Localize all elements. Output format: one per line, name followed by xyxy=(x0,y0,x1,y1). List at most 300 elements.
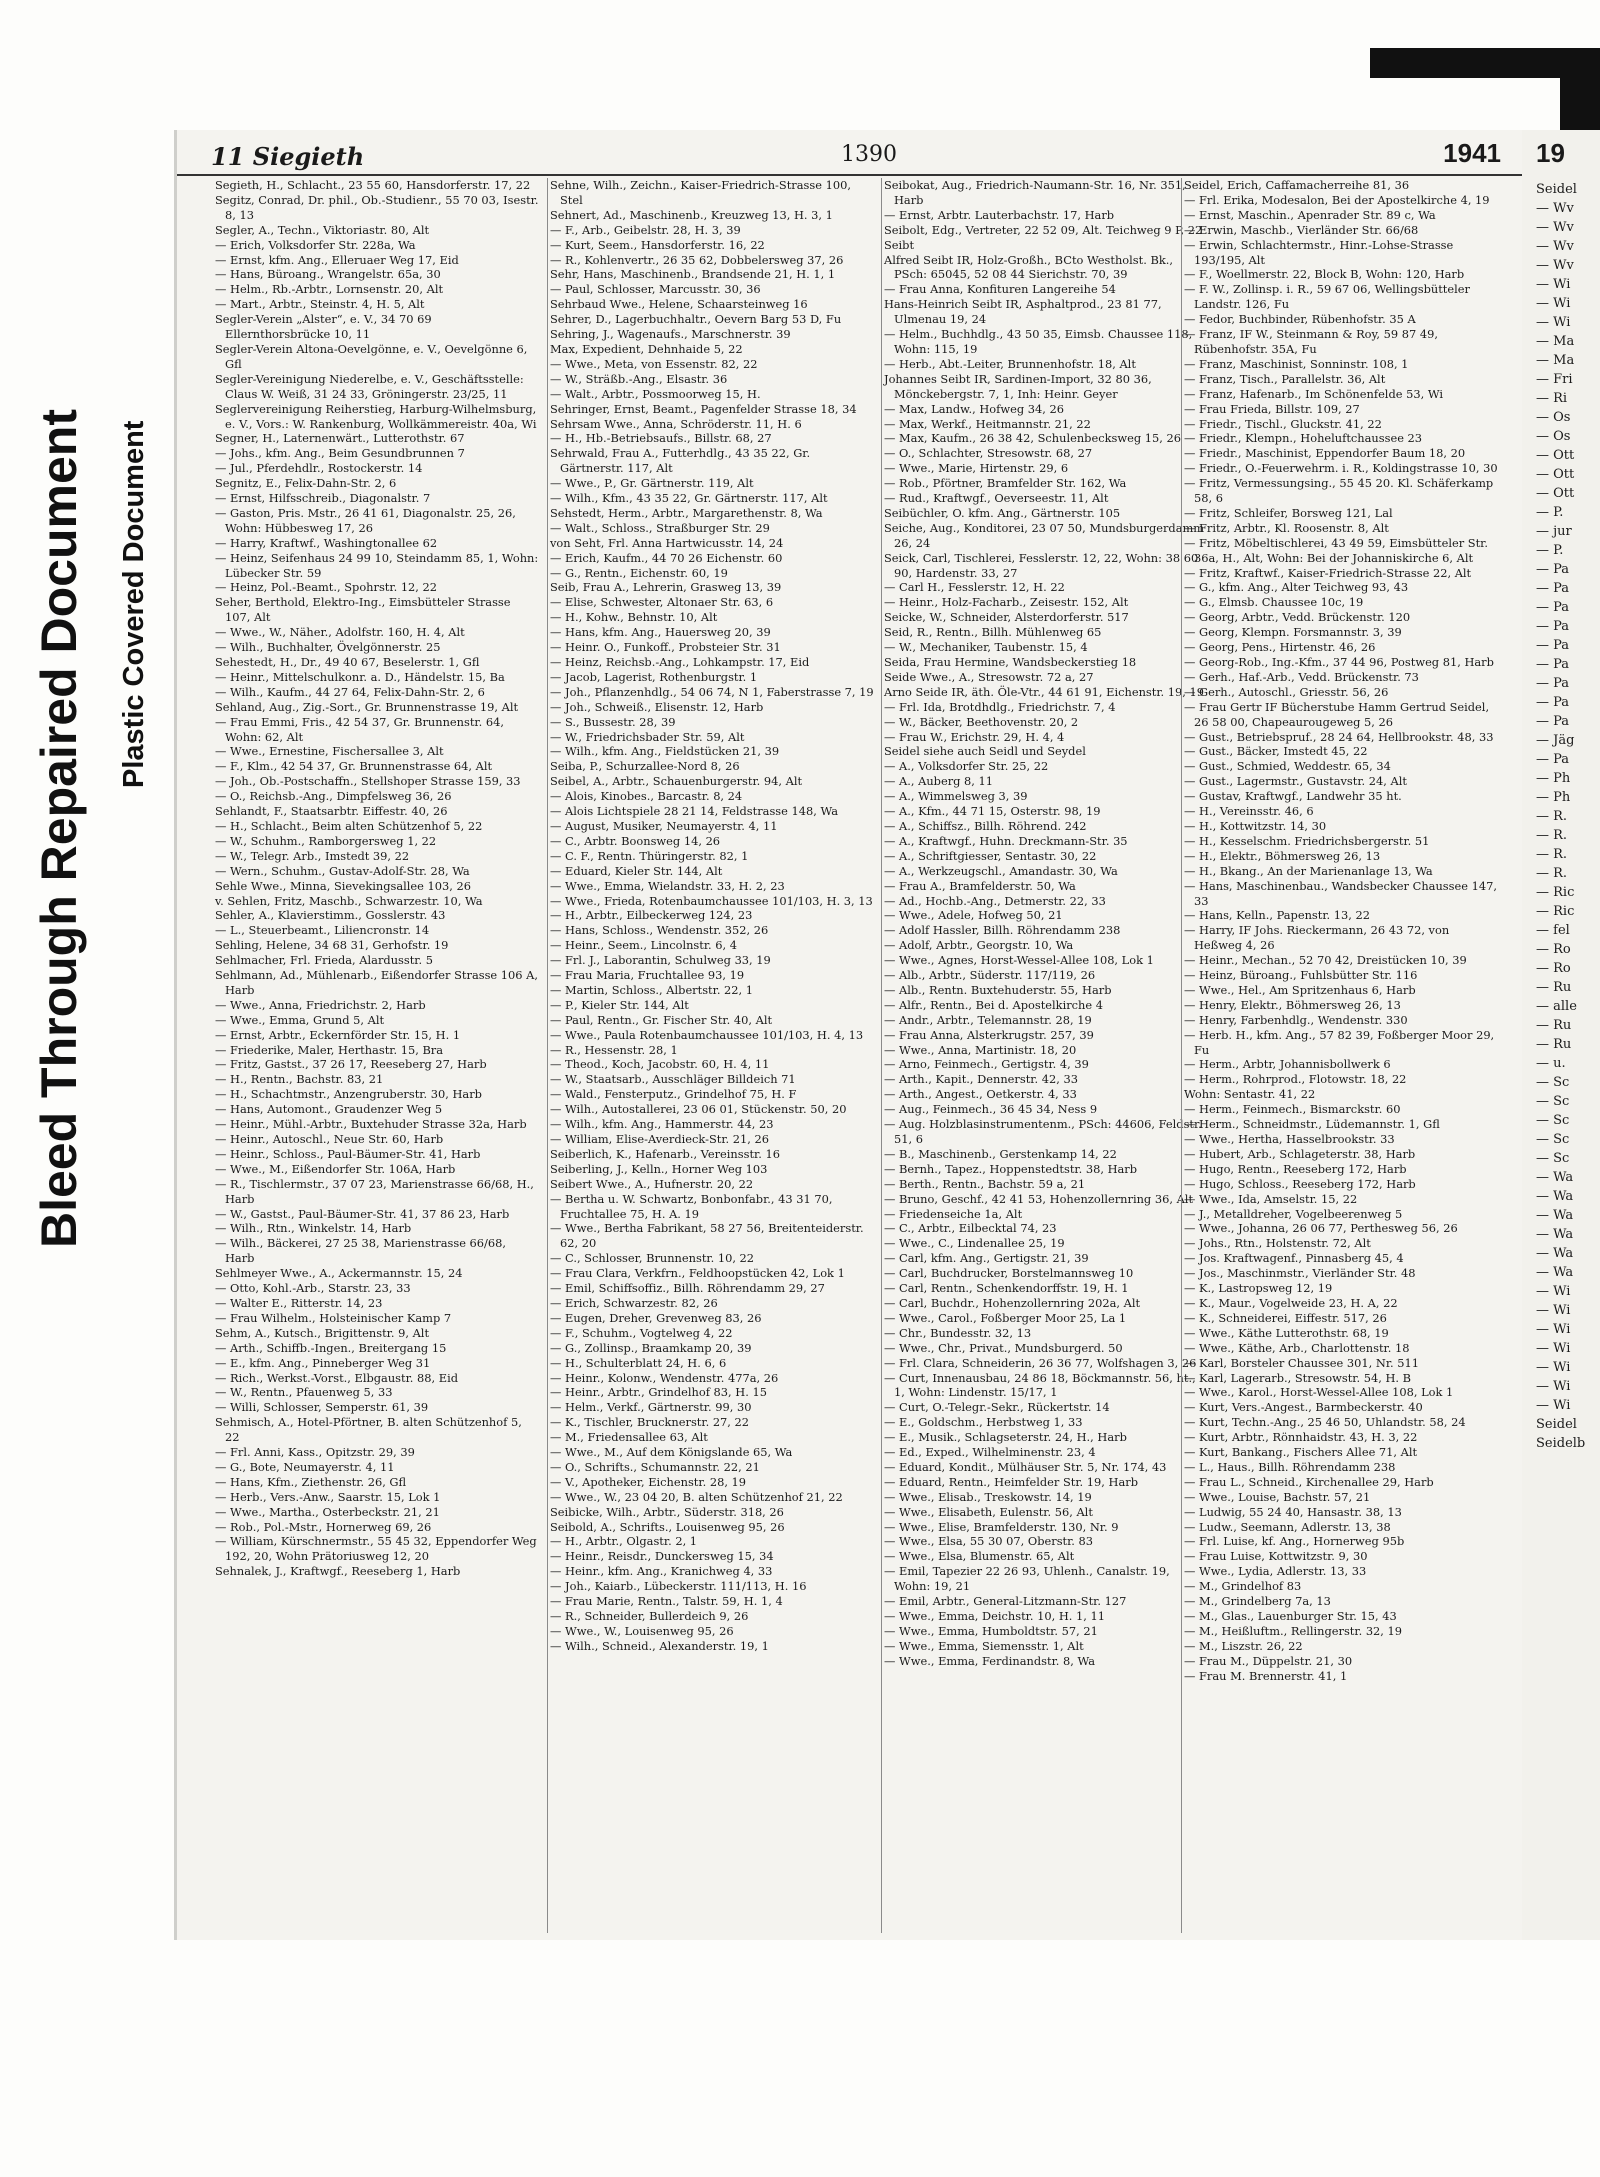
directory-entry: — Georg, Arbtr., Vedd. Brückenstr. 120 xyxy=(1184,610,1411,625)
directory-entry: — G., kfm. Ang., Alter Teichweg 93, 43 xyxy=(1184,580,1409,595)
directory-entry: — Heinr., Mechan., 52 70 42, Dreistücken 10, 39 xyxy=(1184,953,1467,968)
directory-entry: — Ernst, Arbtr. Lauterbachstr. 17, Harb xyxy=(884,207,1115,222)
directory-entry: — H., Vereinsstr. 46, 6 xyxy=(1184,804,1314,819)
directory-entry: Wohn: Sentastr. 41, 22 xyxy=(1184,1087,1316,1102)
directory-entry: — Hubert, Arb., Schlageterstr. 38, Harb xyxy=(1184,1146,1416,1161)
directory-entry: — C. F., Rentn. Thüringerstr. 82, 1 xyxy=(550,848,749,863)
directory-entry: — Walt., Arbtr., Possmoorweg 15, H. xyxy=(550,386,761,401)
directory-entry: — Frau Gertr IF Bücherstube Hamm Gertrud Seidel, 26 58 00, Chapeaurougeweg 5, 26 xyxy=(1184,699,1490,729)
directory-entry: — Bruno, Geschf., 42 41 53, Hohenzollernring 36, Alt xyxy=(884,1191,1194,1206)
directory-entry: — W., Telegr. Arb., Imstedt 39, 22 xyxy=(215,848,410,863)
directory-entry: — Johs., kfm. Ang., Beim Gesundbrunnen 7 xyxy=(215,446,465,461)
directory-entry: — Curt, O.-Telegr.-Sekr., Rückertstr. 14 xyxy=(884,1400,1110,1415)
directory-entry: — Frl. Luise, kf. Ang., Hornerweg 95b xyxy=(1184,1534,1405,1549)
directory-entry: — Arth., Schiffb.-Ingen., Breitergang 15 xyxy=(215,1340,447,1355)
bleed-through-stamp: Bleed Through Repaired Document xyxy=(31,409,87,1248)
adjacent-page-fragment: — Pa xyxy=(1536,581,1570,596)
column-4 xyxy=(1181,178,1502,1933)
directory-entry: — R., Kohlenvertr., 26 35 62, Dobbelersweg 37, 26 xyxy=(550,252,844,267)
directory-entry: — R., Tischlermstr., 37 07 23, Marienstrasse 66/68, H., Harb xyxy=(215,1176,534,1206)
directory-entry: — M., Liszstr. 26, 22 xyxy=(1184,1638,1303,1653)
directory-entry: — Ernst, Maschin., Apenrader Str. 89 c, Wa xyxy=(1184,207,1436,222)
directory-entry: — Ernst, kfm. Ang., Elleruaer Weg 17, Eid xyxy=(215,252,459,267)
directory-entry: Segler-Verein „Alster“, e. V., 34 70 69 Ellernthorsbrücke 10, 11 xyxy=(215,312,432,342)
adjacent-page-fragment: — Wa xyxy=(1536,1265,1574,1280)
directory-entry: — Gust., Schmied, Weddestr. 65, 34 xyxy=(1184,759,1391,774)
directory-entry: — Ernst, Hilfsschreib., Diagonalstr. 7 xyxy=(215,491,431,506)
directory-entry: — Rob., Pol.-Mstr., Hornerweg 69, 26 xyxy=(215,1519,432,1534)
adjacent-page-fragment: — Jäg xyxy=(1536,733,1575,748)
adjacent-page-number: 19 xyxy=(1536,138,1565,168)
adjacent-page-fragment: — Sc xyxy=(1536,1132,1570,1147)
directory-entry: Sehlandt, F., Staatsarbtr. Eiffestr. 40, 26 xyxy=(215,804,448,819)
directory-entry: — Frl. Ida, Brotdhdlg., Friedrichstr. 7, 4 xyxy=(884,699,1116,714)
directory-entry: Sehmisch, A., Hotel-Pförtner, B. alten Schützenhof 5, 22 xyxy=(215,1415,522,1445)
adjacent-page-fragment: — Wv xyxy=(1536,201,1574,216)
adjacent-page-fragment: — Wv xyxy=(1536,239,1574,254)
directory-entry: — G., Zollinsp., Braamkamp 20, 39 xyxy=(550,1340,752,1355)
directory-entry: — Carl H., Fesslerstr. 12, H. 22 xyxy=(884,580,1065,595)
directory-entry: — Henry, Elektr., Böhmersweg 26, 13 xyxy=(1184,997,1401,1012)
directory-entry: — Max, Werkf., Heitmannstr. 21, 22 xyxy=(884,416,1091,431)
directory-entry: — Joh., Schweiß., Elisenstr. 12, Harb xyxy=(550,699,764,714)
directory-entry: Seibel, A., Arbtr., Schauenburgerstr. 94, Alt xyxy=(550,774,803,789)
adjacent-page-fragment: — Wi xyxy=(1536,1360,1571,1375)
adjacent-page-fragment: — Fri xyxy=(1536,372,1573,387)
directory-entry: Seglervereinigung Reiherstieg, Harburg-Wilhelmsburg, e. V., Vors.: W. Rankenburg, Wollkämmereistr. 40a, Wi xyxy=(215,401,537,431)
directory-entry: — Eugen, Dreher, Grevenweg 83, 26 xyxy=(550,1310,762,1325)
directory-entry: — Frau W., Erichstr. 29, H. 4, 4 xyxy=(884,729,1065,744)
directory-entry: — Aug., Feinmech., 36 45 34, Ness 9 xyxy=(884,1102,1098,1117)
directory-entry: — Wwe., Louise, Bachstr. 57, 21 xyxy=(1184,1489,1371,1504)
directory-entry: — H., Kottwitzstr. 14, 30 xyxy=(1184,818,1327,833)
directory-entry: — Alb., Arbtr., Süderstr. 117/119, 26 xyxy=(884,968,1096,983)
directory-entry: — Wwe., Hel., Am Spritzenhaus 6, Harb xyxy=(1184,982,1416,997)
directory-entry: — W., Schuhm., Ramborgersweg 1, 22 xyxy=(215,833,437,848)
directory-entry: — H., Rentn., Bachstr. 83, 21 xyxy=(215,1072,384,1087)
directory-entry: — Erwin, Maschb., Vierländer Str. 66/68 xyxy=(1184,222,1419,237)
directory-entry: — A., Kraftwgf., Huhn. Dreckmann-Str. 35 xyxy=(884,833,1128,848)
adjacent-page-fragment: — R. xyxy=(1536,847,1568,862)
adjacent-page-fragment: — R. xyxy=(1536,866,1568,881)
directory-entry: — O., Reichsb.-Ang., Dimpfelsweg 36, 26 xyxy=(215,789,452,804)
adjacent-page-fragment: — Sc xyxy=(1536,1151,1570,1166)
directory-entry: — Emil, Arbtr., General-Litzmann-Str. 127 xyxy=(884,1594,1127,1609)
directory-entry: Sehland, Aug., Zig.-Sort., Gr. Brunnenstrasse 19, Alt xyxy=(215,699,519,714)
adjacent-page-fragment: — Sc xyxy=(1536,1075,1570,1090)
directory-entry: — K., Tischler, Brucknerstr. 27, 22 xyxy=(550,1415,750,1430)
adjacent-page-fragment: — Wi xyxy=(1536,1303,1571,1318)
directory-entry: Seida, Frau Hermine, Wandsbeckerstieg 18 xyxy=(884,655,1137,669)
directory-entry: — Wwe., Meta, von Essenstr. 82, 22 xyxy=(550,356,758,371)
directory-entry: — Fritz, Möbeltischlerei, 43 49 59, Eimsbütteler Str. 36a, H., Alt, Wohn: Bei der Johanniskirche 6, Alt xyxy=(1184,535,1488,565)
adjacent-page-fragment: — Ric xyxy=(1536,904,1575,919)
directory-entry: — Helm., Buchhdlg., 43 50 35, Eimsb. Chaussee 118, Wohn: 115, 19 xyxy=(884,327,1193,356)
directory-entry: — Ludw., Seemann, Adlerstr. 13, 38 xyxy=(1184,1519,1391,1534)
directory-entry: Seibt xyxy=(884,237,915,252)
directory-entry: — A., Kfm., 44 71 15, Osterstr. 98, 19 xyxy=(884,804,1101,819)
adjacent-page-fragment: — P. xyxy=(1536,543,1564,558)
directory-entry: — A., Volksdorfer Str. 25, 22 xyxy=(884,759,1049,774)
directory-entry: — Herm., Schneidmstr., Lüdemannstr. 1, Gfl xyxy=(1184,1117,1440,1132)
adjacent-page-fragment: — Ott xyxy=(1536,486,1575,501)
directory-entry: — H., Kohw., Behnstr. 10, Alt xyxy=(550,610,718,625)
directory-entry: — Gerh., Haf.-Arb., Vedd. Brückenstr. 73 xyxy=(1184,669,1419,684)
directory-entry: — Rob., Pförtner, Bramfelder Str. 162, Wa xyxy=(884,476,1127,491)
adjacent-page-fragment: — jur xyxy=(1536,524,1572,539)
directory-entry: Seibold, A., Schrifts., Louisenweg 95, 26 xyxy=(550,1519,785,1534)
directory-entry: — Wwe., Johanna, 26 06 77, Perthesweg 56, 26 xyxy=(1184,1221,1458,1236)
directory-entry: Segler-Vereinigung Niederelbe, e. V., Geschäftsstelle: Claus W. Weiß, 31 24 33, Gröningerstr. 23/25, 11 xyxy=(215,371,524,401)
adjacent-page-fragment: — Pa xyxy=(1536,562,1570,577)
adjacent-page-fragment: — Wi xyxy=(1536,277,1571,292)
directory-entry: — Karl, Lagerarb., Stresowstr. 54, H. B xyxy=(1184,1370,1412,1385)
directory-entry: — Erwin, Schlachtermstr., Hinr.-Lohse-Strasse 193/195, Alt xyxy=(1184,237,1454,267)
directory-entry: — Emil, Schiffsoffiz., Billh. Röhrendamm 29, 27 xyxy=(550,1281,825,1296)
directory-entry: Sehm, A., Kutsch., Brigittenstr. 9, Alt xyxy=(215,1325,430,1340)
directory-entry: — Wwe., Emma, Wielandstr. 33, H. 2, 23 xyxy=(550,878,785,893)
directory-entry: — Carl, Buchdr., Hohenzollernring 202a, Alt xyxy=(884,1295,1141,1310)
adjacent-page-fragment: — fel xyxy=(1536,923,1570,938)
directory-entry: — Jos., Maschinmstr., Vierländer Str. 48 xyxy=(1184,1266,1416,1281)
directory-entry: — Rich., Werkst.-Vorst., Elbgaustr. 88, Eid xyxy=(215,1370,459,1385)
directory-entry: — Heinr., Holz-Facharb., Zeisestr. 152, Alt xyxy=(884,595,1129,610)
adjacent-page-fragment: — Ott xyxy=(1536,448,1575,463)
directory-entry: — Paul, Rentn., Gr. Fischer Str. 40, Alt xyxy=(550,1012,773,1027)
directory-entry: — Emil, Tapezier 22 26 93, Uhlenh., Canalstr. 19, Wohn: 19, 21 xyxy=(884,1564,1170,1594)
adjacent-page-fragment: — u. xyxy=(1536,1056,1566,1071)
directory-entry: — Frau Wilhelm., Holsteinischer Kamp 7 xyxy=(215,1310,452,1325)
directory-entry: — Heinr., Seem., Lincolnstr. 6, 4 xyxy=(550,938,738,953)
adjacent-page-fragment: — Ott xyxy=(1536,467,1575,482)
directory-entry: — Alb., Rentn. Buxtehuderstr. 55, Harb xyxy=(884,982,1112,997)
directory-entry: — Jul., Pferdehdlr., Rostockerstr. 14 xyxy=(215,461,423,476)
adjacent-page-fragment: — Ph xyxy=(1536,790,1571,805)
directory-entry: — A., Auberg 8, 11 xyxy=(884,774,994,789)
adjacent-page-fragment: — Pa xyxy=(1536,600,1570,615)
directory-entry: — Karl, Borsteler Chaussee 301, Nr. 511 xyxy=(1184,1355,1420,1370)
directory-entry: v. Sehlen, Fritz, Maschb., Schwarzestr. 10, Wa xyxy=(215,893,483,908)
directory-entry: — Heinr., Mittelschulkonr. a. D., Händelstr. 15, Ba xyxy=(215,669,505,684)
directory-entry: — Franz, Tisch., Parallelstr. 36, Alt xyxy=(1184,371,1386,386)
directory-entry: — Helm., Verkf., Gärtnerstr. 99, 30 xyxy=(550,1400,752,1415)
adjacent-page-fragments xyxy=(1536,180,1585,1453)
directory-entry: — Hans, Büroang., Wrangelstr. 65a, 30 xyxy=(215,267,441,282)
directory-entry: Sehne, Wilh., Zeichn., Kaiser-Friedrich-Strasse 100, Stel xyxy=(550,178,851,207)
adjacent-page-fragment: — Wi xyxy=(1536,1341,1571,1356)
directory-entry: — Herb., Vers.-Anw., Saarstr. 15, Lok 1 xyxy=(215,1489,441,1504)
directory-entry: — W., Bäcker, Beethovenstr. 20, 2 xyxy=(884,714,1079,729)
directory-entry: — Heinz, Büroang., Fuhlsbütter Str. 116 xyxy=(1184,968,1418,983)
directory-entry: — Gust., Bäcker, Imstedt 45, 22 xyxy=(1184,744,1368,759)
directory-entry: Hans-Heinrich Seibt IR, Asphaltprod., 23 81 77, Ulmenau 19, 24 xyxy=(884,297,1162,327)
directory-entry: Sehr, Hans, Maschinenb., Brandsende 21, H. 1, 1 xyxy=(550,267,836,282)
directory-entry: — Jos. Kraftwagenf., Pinnasberg 45, 4 xyxy=(1184,1251,1404,1266)
directory-entry: — M., Glas., Lauenburger Str. 15, 43 xyxy=(1184,1609,1397,1623)
directory-entry: — S., Bussestr. 28, 39 xyxy=(550,714,676,729)
directory-entry: Sehrwald, Frau A., Futterhdlg., 43 35 22, Gr. Gärtnerstr. 117, Alt xyxy=(550,446,811,476)
directory-entry: Seicke, W., Schneider, Alsterdorferstr. 517 xyxy=(884,610,1129,625)
directory-entry: — Adolf, Arbtr., Georgstr. 10, Wa xyxy=(884,938,1074,953)
directory-entry: — W., Friedrichsbader Str. 59, Alt xyxy=(550,729,745,744)
directory-entry: Segnitz, E., Felix-Dahn-Str. 2, 6 xyxy=(215,476,397,491)
directory-entry: — Fritz, Gastst., 37 26 17, Reeseberg 27, Harb xyxy=(215,1057,487,1072)
directory-entry: — Hans, Automont., Graudenzer Weg 5 xyxy=(215,1102,443,1117)
directory-entry: — Friederike, Maler, Herthastr. 15, Bra xyxy=(215,1042,444,1057)
directory-entry: — Frau A., Bramfelderstr. 50, Wa xyxy=(884,878,1076,893)
directory-entry: — Carl, Rentn., Schenkendorffstr. 19, H. 1 xyxy=(884,1281,1129,1296)
directory-entry: — Georg, Klempn. Forsmannstr. 3, 39 xyxy=(1184,625,1402,640)
adjacent-page-fragment: — Ro xyxy=(1536,961,1571,976)
directory-entry: — A., Schiffsz., Billh. Röhrend. 242 xyxy=(884,818,1087,833)
directory-entry: — Joh., Pflanzenhdlg., 54 06 74, N 1, Faberstrasse 7, 19 xyxy=(550,684,874,699)
directory-entry: — H., Hb.-Betriebsaufs., Billstr. 68, 27 xyxy=(550,431,772,446)
directory-entry: — Gust., Lagermstr., Gustavstr. 24, Alt xyxy=(1184,774,1407,789)
directory-entry: — Wwe., Elsa, Blumenstr. 65, Alt xyxy=(884,1549,1075,1564)
directory-entry: — R., Hessenstr. 28, 1 xyxy=(550,1042,678,1057)
directory-entry: Segler, A., Techn., Viktoriastr. 80, Alt xyxy=(215,222,430,237)
directory-entry: — A., Schriftgiesser, Sentastr. 30, 22 xyxy=(884,848,1097,863)
directory-entry: — Heinr., Schloss., Paul-Bäumer-Str. 41, Harb xyxy=(215,1146,481,1161)
directory-page xyxy=(174,130,1522,1940)
directory-entry: — Wern., Schuhm., Gustav-Adolf-Str. 28, Wa xyxy=(215,863,470,878)
directory-entry: — Wilh., Buchhalter, Övelgönnerstr. 25 xyxy=(215,640,441,655)
directory-entry: — B., Maschinenb., Gerstenkamp 14, 22 xyxy=(884,1146,1117,1161)
directory-entry: Seide Wwe., A., Stresowstr. 72 a, 27 xyxy=(884,669,1094,684)
directory-entry: — Frl. Erika, Modesalon, Bei der Apostelkirche 4, 19 xyxy=(1184,192,1490,207)
directory-entry: — E., kfm. Ang., Pinneberger Weg 31 xyxy=(215,1355,431,1370)
directory-entry: — Wwe., M., Auf dem Königslande 65, Wa xyxy=(550,1445,793,1460)
adjacent-page-fragment: — Ri xyxy=(1536,391,1568,406)
adjacent-page-fragment: — alle xyxy=(1536,999,1577,1014)
directory-entry: Sehstedt, Herm., Arbtr., Margarethenstr. 8, Wa xyxy=(550,505,823,520)
directory-entry: — H., Schlacht., Beim alten Schützenhof 5, 22 xyxy=(215,818,483,833)
adjacent-page-fragment: — Ro xyxy=(1536,942,1571,957)
scan-border-right xyxy=(1560,48,1600,138)
directory-entry: — Herm., Feinmech., Bismarckstr. 60 xyxy=(1184,1102,1401,1117)
directory-entry: — M., Grindelberg 7a, 13 xyxy=(1184,1594,1331,1609)
directory-entry: Sehrbaud Wwe., Helene, Schaarsteinweg 16 xyxy=(550,297,808,312)
directory-entry: Sehle Wwe., Minna, Sievekingsallee 103, 26 xyxy=(215,878,471,893)
directory-entry: — Wilh., Rtn., Winkelstr. 14, Harb xyxy=(215,1221,412,1236)
directory-entry: — F., Woellmerstr. 22, Block B, Wohn: 120, Harb xyxy=(1184,267,1465,282)
directory-entry: — Wwe., Emma, Ferdinandstr. 8, Wa xyxy=(884,1653,1096,1668)
directory-entry: — Max, Kaufm., 26 38 42, Schulenbecksweg 15, 26 xyxy=(884,431,1181,446)
adjacent-page-fragment: — Ma xyxy=(1536,353,1575,368)
directory-entry: — Andr., Arbtr., Telemannstr. 28, 19 xyxy=(884,1012,1092,1027)
directory-entry: — A., Werkzeugschl., Amandastr. 30, Wa xyxy=(884,863,1118,878)
directory-entry: — Ludwig, 55 24 40, Hansastr. 38, 13 xyxy=(1184,1504,1402,1519)
adjacent-page-fragment: Seidelb xyxy=(1536,1436,1586,1451)
directory-entry: — Frau Marie, Rentn., Talstr. 59, H. 1, 4 xyxy=(550,1594,783,1609)
directory-entry: — Wwe., Elisab., Treskowstr. 14, 19 xyxy=(884,1489,1092,1504)
adjacent-page-fragment: — Ru xyxy=(1536,1018,1572,1033)
directory-entry: — Gustav, Kraftwgf., Landwehr 35 ht. xyxy=(1184,789,1402,804)
directory-entry: — Elise, Schwester, Altonaer Str. 63, 6 xyxy=(550,595,774,610)
directory-entry: — Wwe., Adele, Hofweg 50, 21 xyxy=(884,908,1063,923)
directory-entry: — Frl. Anni, Kass., Opitzstr. 29, 39 xyxy=(215,1445,415,1460)
directory-entry: — Wilh., Autostallerei, 23 06 01, Stückenstr. 50, 20 xyxy=(550,1102,847,1117)
directory-entry: — Mart., Arbtr., Steinstr. 4, H. 5, Alt xyxy=(215,297,425,312)
directory-entry: — Wwe., Emma, Siemensstr. 1, Alt xyxy=(884,1638,1084,1653)
directory-entry: — Herb. H., kfm. Ang., 57 82 39, Foßberger Moor 29, Fu xyxy=(1184,1027,1495,1057)
directory-entry: — Paul, Schlosser, Marcusstr. 30, 36 xyxy=(550,282,761,297)
adjacent-page-fragment: — Wi xyxy=(1536,1379,1571,1394)
directory-entry: — M., Friedensallee 63, Alt xyxy=(550,1430,708,1445)
directory-entry: — Frau Emmi, Fris., 42 54 37, Gr. Brunnenstr. 64, Wohn: 62, Alt xyxy=(215,714,504,744)
directory-entry: — Wwe., Elise, Bramfelderstr. 130, Nr. 9 xyxy=(884,1519,1119,1534)
directory-entry: — Fritz, Kraftwf., Kaiser-Friedrich-Strasse 22, Alt xyxy=(1184,565,1472,580)
directory-entry: Sehnert, Ad., Maschinenb., Kreuzweg 13, H. 3, 1 xyxy=(550,207,833,222)
directory-entry: — W., Gastst., Paul-Bäumer-Str. 41, 37 86 23, Harb xyxy=(215,1206,510,1221)
directory-entry: — Joh., Kaiarb., Lübeckerstr. 111/113, H. 16 xyxy=(550,1579,807,1594)
directory-entry: — Kurt, Techn.-Ang., 25 46 50, Uhlandstr. 58, 24 xyxy=(1184,1415,1466,1430)
adjacent-page-fragment: Seidel xyxy=(1536,1417,1577,1432)
directory-entry: — Martin, Schloss., Albertstr. 22, 1 xyxy=(550,982,754,997)
directory-entry: — Frl. J., Laborantin, Schulweg 33, 19 xyxy=(550,953,771,968)
directory-entry: — Friedr., Tischl., Gluckstr. 41, 22 xyxy=(1184,416,1382,431)
page-number: 1390 xyxy=(841,142,897,167)
directory-entry: Segler-Verein Altona-Oevelgönne, e. V., Oevelgönne 6, Gfl xyxy=(215,341,528,371)
directory-entry: — Otto, Kohl.-Arb., Starstr. 23, 33 xyxy=(215,1281,411,1296)
directory-entry: — Wwe., Karol., Horst-Wessel-Allee 108, Lok 1 xyxy=(1184,1385,1454,1400)
directory-entry: — Hans, Kelln., Papenstr. 13, 22 xyxy=(1184,908,1370,923)
directory-entry: — Wwe., Lydia, Adlerstr. 13, 33 xyxy=(1184,1564,1367,1579)
directory-entry: — Wwe., Anna, Martinistr. 18, 20 xyxy=(884,1042,1077,1057)
directory-entry: — Jacob, Lagerist, Rothenburgstr. 1 xyxy=(550,669,758,684)
directory-entry: — Frau Maria, Fruchtallee 93, 19 xyxy=(550,968,745,983)
directory-entry: — Harry, IF Johs. Rieckermann, 26 43 72, von Heßweg 4, 26 xyxy=(1184,923,1450,953)
directory-entry: — Ed., Exped., Wilhelminenstr. 23, 4 xyxy=(884,1445,1096,1460)
directory-entry: — William, Kürschnermstr., 55 45 32, Eppendorfer Weg 192, 20, Wohn Prätoriusweg 12, 20 xyxy=(215,1534,537,1564)
adjacent-page-fragment: — Wi xyxy=(1536,296,1571,311)
adjacent-page-fragment: — Sc xyxy=(1536,1094,1570,1109)
adjacent-page-fragment: — Ph xyxy=(1536,771,1571,786)
adjacent-page-fragment: — Pa xyxy=(1536,752,1570,767)
directory-entry: — Hugo, Rentn., Reeseberg 172, Harb xyxy=(1184,1161,1407,1176)
directory-entry: — H., Kesselschm. Friedrichsbergerstr. 51 xyxy=(1184,833,1430,848)
directory-entry: — Frl. Clara, Schneiderin, 26 36 77, Wolfshagen 3, 26 xyxy=(884,1355,1197,1370)
directory-entry: — Heinr., Arbtr., Grindelhof 83, H. 15 xyxy=(550,1385,767,1400)
column-3 xyxy=(881,178,1210,1933)
directory-entry: — K., Maur., Vogelweide 23, H. A, 22 xyxy=(1184,1295,1398,1310)
adjacent-page-fragment: — Sc xyxy=(1536,1113,1570,1128)
adjacent-page-fragment: — Wi xyxy=(1536,1322,1571,1337)
directory-entry: — Wilh., Schneid., Alexanderstr. 19, 1 xyxy=(550,1638,769,1653)
directory-entry: — Hans, Schloss., Wendenstr. 352, 26 xyxy=(550,923,769,938)
directory-entry: — Frau Anna, Alsterkrugstr. 257, 39 xyxy=(884,1027,1094,1042)
directory-entry: — Eduard, Rentn., Heimfelder Str. 19, Harb xyxy=(884,1474,1138,1489)
directory-entry: Seiche, Aug., Konditorei, 23 07 50, Mundsburgerdamm 26, 24 xyxy=(884,520,1205,550)
directory-entry: Sehling, Helene, 34 68 31, Gerhofstr. 19 xyxy=(215,938,449,953)
adjacent-page-fragment: — Wv xyxy=(1536,220,1574,235)
directory-entry: — Wwe., Agnes, Horst-Wessel-Allee 108, Lok 1 xyxy=(884,953,1154,968)
directory-entry: — Friedr., O.-Feuerwehrm. i. R., Koldingstrasse 10, 30 xyxy=(1184,461,1498,476)
column-1 xyxy=(213,178,541,1933)
directory-entry: — Berth., Rentn., Bachstr. 59 a, 21 xyxy=(884,1176,1086,1191)
directory-entry: — Herm., Rohrprod., Flotowstr. 18, 22 xyxy=(1184,1072,1407,1087)
directory-entry: — Hans, Kfm., Ziethenstr. 26, Gfl xyxy=(215,1474,407,1489)
directory-entry: — P., Kieler Str. 144, Alt xyxy=(550,997,689,1012)
directory-entry: — Hans, Maschinenbau., Wandsbecker Chaussee 147, 33 xyxy=(1184,878,1497,908)
directory-entry: — Wwe., Emma, Deichstr. 10, H. 1, 11 xyxy=(884,1609,1106,1623)
directory-entry: — Wwe., Elsa, 55 30 07, Oberstr. 83 xyxy=(884,1534,1094,1549)
directory-entry: — Kurt, Arbtr., Rönnhaidstr. 43, H. 3, 22 xyxy=(1184,1430,1418,1445)
directory-entry: Sehlmacher, Frl. Frieda, Alardusstr. 5 xyxy=(215,953,433,968)
adjacent-page-fragment: — R. xyxy=(1536,809,1568,824)
directory-entry: — Wwe., Ida, Amselstr. 15, 22 xyxy=(1184,1191,1358,1206)
directory-entry: — Wilh., kfm. Ang., Fieldstücken 21, 39 xyxy=(550,744,780,759)
adjacent-page-fragment: — Pa xyxy=(1536,714,1570,729)
adjacent-page-fragment: — Pa xyxy=(1536,657,1570,672)
directory-entry: Seibokat, Aug., Friedrich-Naumann-Str. 16, Nr. 351, Harb xyxy=(884,178,1186,207)
directory-entry: — Friedenseiche 1a, Alt xyxy=(884,1206,1023,1221)
directory-entry: — Frau L., Schneid., Kirchenallee 29, Harb xyxy=(1184,1474,1434,1489)
directory-entry: — Carl, kfm. Ang., Gertigstr. 21, 39 xyxy=(884,1251,1089,1266)
plastic-covered-stamp: Plastic Covered Document xyxy=(118,420,150,788)
directory-entry: — Wilh., Kaufm., 44 27 64, Felix-Dahn-Str. 2, 6 xyxy=(215,684,485,699)
directory-entry: — Frau M. Brennerstr. 41, 1 xyxy=(1184,1668,1348,1683)
header-rule xyxy=(177,174,1522,176)
adjacent-page-fragment: — Ru xyxy=(1536,1037,1572,1052)
directory-entry: — Alfr., Rentn., Bei d. Apostelkirche 4 xyxy=(884,997,1103,1012)
adjacent-page-fragment: — Os xyxy=(1536,410,1571,425)
directory-entry: — Gust., Betriebspruf., 28 24 64, Hellbrookstr. 48, 33 xyxy=(1184,729,1494,744)
directory-entry: — W., Staatsarb., Ausschläger Billdeich 71 xyxy=(550,1072,796,1087)
adjacent-page-fragment: — Pa xyxy=(1536,695,1570,710)
directory-entry: — E., Goldschm., Herbstweg 1, 33 xyxy=(884,1415,1083,1430)
directory-entry: — Aug. Holzblasinstrumentenm., PSch: 44606, Feldstr. 51, 6 xyxy=(884,1117,1202,1146)
directory-entry: — Wwe., Marie, Hirtenstr. 29, 6 xyxy=(884,461,1069,476)
directory-entry: — H., Arbtr., Eilbeckerweg 124, 23 xyxy=(550,908,753,923)
directory-entry: — Heinr., Reisdr., Dunckersweg 15, 34 xyxy=(550,1549,774,1564)
directory-entry: — C., Arbtr. Boonsweg 14, 26 xyxy=(550,833,721,848)
directory-entry: — Wwe., Carol., Foßberger Moor 25, La 1 xyxy=(884,1310,1127,1325)
directory-entry: — Eduard, Kondit., Mülhäuser Str. 5, Nr. 174, 43 xyxy=(884,1459,1167,1474)
directory-entry: — Franz, Maschinist, Sonninstr. 108, 1 xyxy=(1184,356,1409,371)
directory-entry: — Bertha u. W. Schwartz, Bonbonfabr., 43 31 70, Fruchtallee 75, H. A. 19 xyxy=(550,1191,833,1221)
directory-entry: — Wwe., Anna, Friedrichstr. 2, Harb xyxy=(215,997,426,1012)
adjacent-page-fragment: — Wi xyxy=(1536,1284,1571,1299)
directory-entry: von Seht, Frl. Anna Hartwicusstr. 14, 24 xyxy=(550,535,784,550)
directory-entry: Sehlmann, Ad., Mühlenarb., Eißendorfer Strasse 106 A, Harb xyxy=(215,968,538,997)
directory-entry: — Gerh., Autoschl., Griesstr. 56, 26 xyxy=(1184,684,1389,699)
directory-entry: — Kurt, Seem., Hansdorferstr. 16, 22 xyxy=(550,237,765,252)
directory-entry: — Wwe., Emma, Humboldtstr. 57, 21 xyxy=(884,1623,1098,1638)
directory-entry: — Herm., Arbtr, Johannisbollwerk 6 xyxy=(1184,1057,1391,1072)
directory-entry: — V., Apotheker, Eichenstr. 28, 19 xyxy=(550,1474,747,1489)
directory-entry: — Chr., Bundesstr. 32, 13 xyxy=(884,1325,1032,1340)
adjacent-page-fragment: — Wa xyxy=(1536,1227,1574,1242)
directory-entry: — Curt, Innenausbau, 24 86 18, Böckmannstr. 56, ht., 1, Wohn: Lindenstr. 15/17, 1 xyxy=(884,1370,1196,1400)
directory-entry: — Eduard, Kieler Str. 144, Alt xyxy=(550,863,723,878)
directory-entry: — Wwe., Ernestine, Fischersallee 3, Alt xyxy=(215,744,444,759)
directory-entry: Seiberlich, K., Hafenarb., Vereinsstr. 16 xyxy=(550,1146,780,1161)
directory-entry: — August, Musiker, Neumayerstr. 4, 11 xyxy=(550,818,778,833)
directory-entry: — Wwe., W., Näher., Adolfstr. 160, H. 4, Alt xyxy=(215,625,465,640)
directory-entry: — Wwe., Paula Rotenbaumchaussee 101/103, H. 4, 13 xyxy=(550,1027,864,1042)
directory-entry: — Adolf Hassler, Billh. Röhrendamm 238 xyxy=(884,923,1121,938)
directory-entry: — Georg, Pens., Hirtenstr. 46, 26 xyxy=(1184,640,1376,655)
running-head: 11 Siegieth xyxy=(211,142,365,171)
directory-entry: — E., Musik., Schlagseterstr. 24, H., Harb xyxy=(884,1430,1127,1445)
adjacent-page-fragment: — Ma xyxy=(1536,334,1575,349)
directory-entry: — Heinr., kfm. Ang., Kranichweg 4, 33 xyxy=(550,1564,773,1579)
directory-entry: — Friedr., Maschinist, Eppendorfer Baum 18, 20 xyxy=(1184,446,1466,461)
directory-entry: — H., Elektr., Böhmersweg 26, 13 xyxy=(1184,848,1381,863)
adjacent-page-fragment: — R. xyxy=(1536,828,1568,843)
directory-entry: — M., Heißluftm., Rellingerstr. 32, 19 xyxy=(1184,1623,1403,1638)
